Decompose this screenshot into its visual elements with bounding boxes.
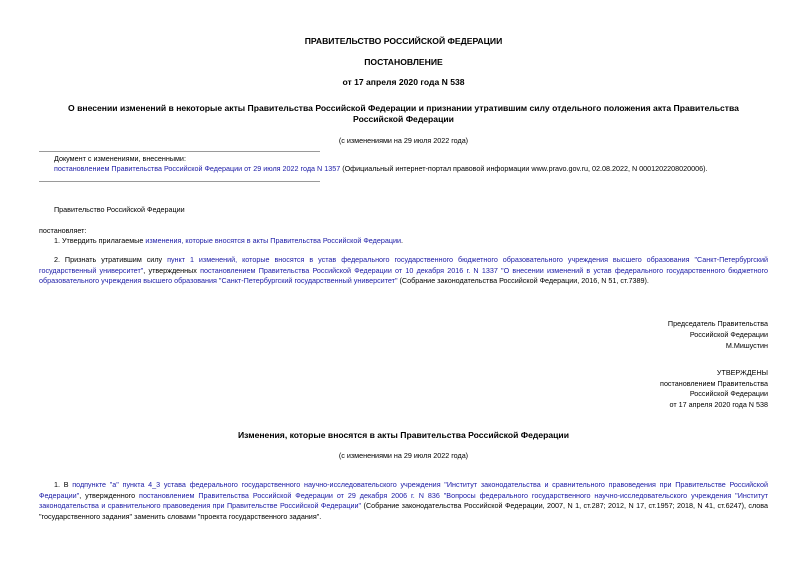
annex-p1-link-1[interactable]: подпункте "а" пункта 4_3 устава федерального государственного научно-исследовательского учреждения "Институт законодательства и сравнительного правоведения при Правительстве Российской Федерации" <box>39 480 768 500</box>
approved-block <box>660 368 768 410</box>
annex-paragraph-1 <box>39 480 768 522</box>
p2-mid: , утвержденных <box>143 265 201 275</box>
decides: постановляет: <box>39 226 87 235</box>
amend-link[interactable]: постановлением Правительства Российской Федерации от 29 июля 2022 года N 1357 <box>54 164 341 173</box>
annex-p1-pre: 1. В <box>54 480 73 489</box>
annex-p1-mid: , утвержденного <box>79 490 140 500</box>
amend-box-intro: Документ с изменениями, внесенными: <box>54 154 186 163</box>
signature-line1: Председатель Правительства <box>667 319 768 328</box>
paragraph-2 <box>39 255 768 287</box>
signature-block <box>668 318 768 351</box>
document-title-line2: Российской Федерации <box>353 114 454 124</box>
signature-line2: Российской Федерации <box>689 330 768 339</box>
amend-box-source <box>54 164 708 174</box>
p1-link[interactable]: изменения, которые вносятся в акты Правительства Российской Федерации <box>145 236 401 245</box>
p2-pre: 2. Признать утратившим силу <box>54 255 168 264</box>
signature-line3: М.Мишустин <box>725 341 768 350</box>
document-title-line1: О внесении изменений в некоторые акты Правительства Российской Федерации и признании утратившим силу отдельного положения акта Правительства <box>68 103 739 113</box>
approved-line1: УТВЕРЖДЕНЫ <box>716 368 768 377</box>
approved-line2: постановлением Правительства <box>660 378 768 388</box>
annex-revision: (с изменениями на 29 июля 2022 года) <box>338 451 469 460</box>
paragraph-1 <box>54 236 403 246</box>
p1-post: . <box>400 236 403 245</box>
annex-title: Изменения, которые вносятся в акты Правительства Российской Федерации <box>237 430 569 440</box>
document-type: ПОСТАНОВЛЕНИЕ <box>364 57 443 67</box>
amend-box-tail: (Официальный интернет-портал правовой информации www.pravo.gov.ru, 02.08.2022, N 0001202208020006). <box>340 164 708 173</box>
revision-note: (с изменениями на 29 июля 2022 года) <box>338 136 469 145</box>
p2-post: (Собрание законодательства Российской Федерации, 2016, N 51, ст.7389). <box>397 276 649 286</box>
p2-link-2[interactable]: постановлением Правительства Российской Федерации от 10 декабря 2016 г. N 1337 "О внесении изменений в устав федерального государственного бюджетного образовательного учреждения высшего образования "Санкт-Петербургский государственный университет" <box>39 265 769 286</box>
government-heading: ПРАВИТЕЛЬСТВО РОССИЙСКОЙ ФЕДЕРАЦИИ <box>304 36 503 46</box>
document-title <box>0 103 807 125</box>
amend-box-top-rule <box>39 151 320 152</box>
approved-line3: Российской Федерации <box>689 389 768 399</box>
amend-box-bottom-rule <box>39 181 320 182</box>
annex-p1-link-2[interactable]: постановлением Правительства Российской Федерации от 29 декабря 2006 г. N 836 "Вопросы федерального государственного научно-исследовательского учреждения "Институт законодательства и сравнительного правоведения при Правительстве Российской Федерации" <box>39 490 768 511</box>
p1-pre: 1. Утвердить прилагаемые <box>54 236 146 245</box>
annex-p1-post: (Собрание законодательства Российской Федерации, 2007, N 1, ст.287; 2012, N 17, ст.1957; 2018, N 41, ст.6247), слова "государственного задания" заменить словами "проекта государственного задания". <box>39 501 768 521</box>
issuer: Правительство Российской Федерации <box>54 205 185 214</box>
document-date-number: от 17 апреля 2020 года N 538 <box>342 77 465 87</box>
approved-line4: от 17 апреля 2020 года N 538 <box>669 399 768 409</box>
p2-link-1[interactable]: пункт 1 изменений, которые вносятся в устав федерального государственного бюджетного образовательного учреждения высшего образования "Санкт-Петербургский государственный университет" <box>39 255 768 275</box>
